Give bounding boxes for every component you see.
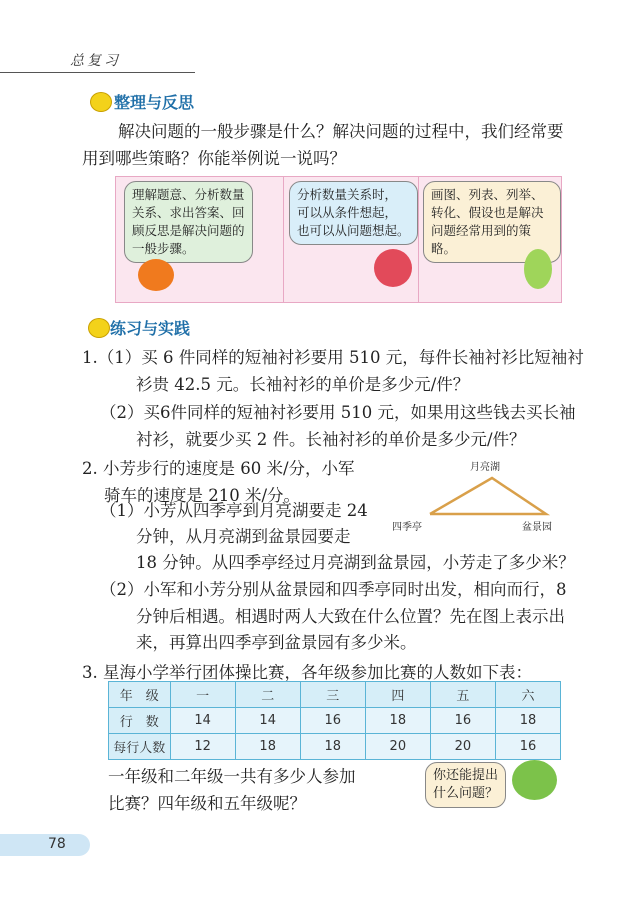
page-number-tab <box>0 834 90 856</box>
cabbage-character <box>512 760 557 800</box>
table-cell: 五 <box>430 682 495 708</box>
problem-2-line: 分钟，从月亮湖到盆景园要走 <box>136 527 351 546</box>
table-cell: 二 <box>235 682 300 708</box>
table-cell: 一 <box>170 682 235 708</box>
question-line: 一年级和二年级一共有多少人参加 <box>108 767 356 786</box>
divider <box>283 177 284 302</box>
bubble-line: 理解题意、分析数量 <box>132 187 245 202</box>
table-cell: 14 <box>170 708 235 734</box>
chapter-header: 总复习 <box>70 53 121 69</box>
strategy-panel <box>115 176 562 303</box>
table-cell: 18 <box>495 708 560 734</box>
problem-2-line: 骑车的速度是 210 米/分。 <box>104 486 301 505</box>
table-row <box>109 734 561 760</box>
table-cell: 每行人数 <box>109 734 171 760</box>
table-cell: 20 <box>430 734 495 760</box>
bubble-line: 关系、求出答案、回 <box>132 205 245 220</box>
page-number: 78 <box>48 836 66 852</box>
table-cell: 行 数 <box>109 708 171 734</box>
speech-bubble <box>124 181 253 263</box>
table-cell: 18 <box>235 734 300 760</box>
pepper-character <box>524 249 552 289</box>
table-cell: 20 <box>365 734 430 760</box>
table-cell: 16 <box>430 708 495 734</box>
bubble-line: 顾反思是解决问题的 <box>132 223 245 238</box>
table-cell: 18 <box>300 734 365 760</box>
bubble-line: 转化、假设也是解决 <box>431 205 544 220</box>
divider <box>418 177 419 302</box>
problem-1-line: （2）买6件同样的短袖衬衫要用 510 元，如果用这些钱去买长袖 <box>100 403 576 422</box>
table-cell: 16 <box>495 734 560 760</box>
table-cell: 年 级 <box>109 682 171 708</box>
label-moon-lake: 月亮湖 <box>470 462 500 473</box>
chick-icon <box>88 318 110 338</box>
problem-3-line: 3. 星海小学举行团体操比赛，各年级参加比赛的人数如下表： <box>82 663 532 682</box>
problem-2-line: 18 分钟。从四季亭经过月亮湖到盆景园，小芳走了多少米？ <box>136 553 575 572</box>
label-four-seasons-pavilion: 四季亭 <box>392 522 422 533</box>
table-cell: 四 <box>365 682 430 708</box>
header-divider <box>0 72 195 73</box>
table-row <box>109 682 561 708</box>
table-cell: 14 <box>235 708 300 734</box>
section-title-review: 整理与反思 <box>114 93 195 112</box>
problem-2-line: （2）小军和小芳分别从盆景园和四季亭同时出发，相向而行，8 <box>100 580 567 599</box>
bubble-line: 也可以从问题想起。 <box>297 223 410 238</box>
speech-bubble <box>289 181 418 245</box>
question-line: 比赛？四年级和五年级呢？ <box>108 794 306 813</box>
problem-1-line: 衫贵 42.5 元。长袖衬衫的单价是多少元/件？ <box>136 375 470 394</box>
problem-1-line: 衬衫，就要少买 2 件。长袖衬衫的单价是多少元/件？ <box>136 430 526 449</box>
speech-bubble <box>425 762 506 808</box>
bubble-line: 画图、列表、列举、 <box>431 187 544 202</box>
question-line: 解决问题的一般步骤是什么？解决问题的过程中，我们经常要 <box>118 122 564 141</box>
radish-character <box>374 249 412 287</box>
table-row <box>109 708 561 734</box>
chick-icon <box>90 92 112 112</box>
problem-1-line: 1.（1）买 6 件同样的短袖衬衫要用 510 元，每件长袖衬衫比短袖衬 <box>82 348 584 367</box>
problem-2-line: （1）小芳从四季亭到月亮湖要走 24 <box>100 501 368 520</box>
table-cell: 12 <box>170 734 235 760</box>
table-cell: 三 <box>300 682 365 708</box>
bubble-line: 问题经常用到的策略。 <box>431 223 532 256</box>
participants-table <box>108 681 561 760</box>
bubble-line: 你还能提出 <box>433 768 499 783</box>
bubble-line: 可以从条件想起， <box>297 205 398 220</box>
bubble-line: 什么问题？ <box>433 786 499 801</box>
bubble-line: 分析数量关系时， <box>297 187 398 202</box>
label-bonsai-garden: 盆景园 <box>522 522 552 533</box>
table-cell: 16 <box>300 708 365 734</box>
table-cell: 18 <box>365 708 430 734</box>
problem-2-line: 分钟后相遇。相遇时两人大致在什么位置？先在图上表示出 <box>136 607 565 626</box>
table-cell: 六 <box>495 682 560 708</box>
bubble-line: 一般步骤。 <box>132 241 195 256</box>
problem-2-line: 来，再算出四季亭到盆景园有多少米。 <box>136 633 417 652</box>
problem-2-line: 2. 小芳步行的速度是 60 米/分，小军 <box>82 459 355 478</box>
orange-character <box>138 259 174 291</box>
section-title-practice: 练习与实践 <box>110 319 191 338</box>
route-triangle-diagram <box>420 470 560 520</box>
question-line: 用到哪些策略？你能举例说一说吗？ <box>82 149 346 168</box>
